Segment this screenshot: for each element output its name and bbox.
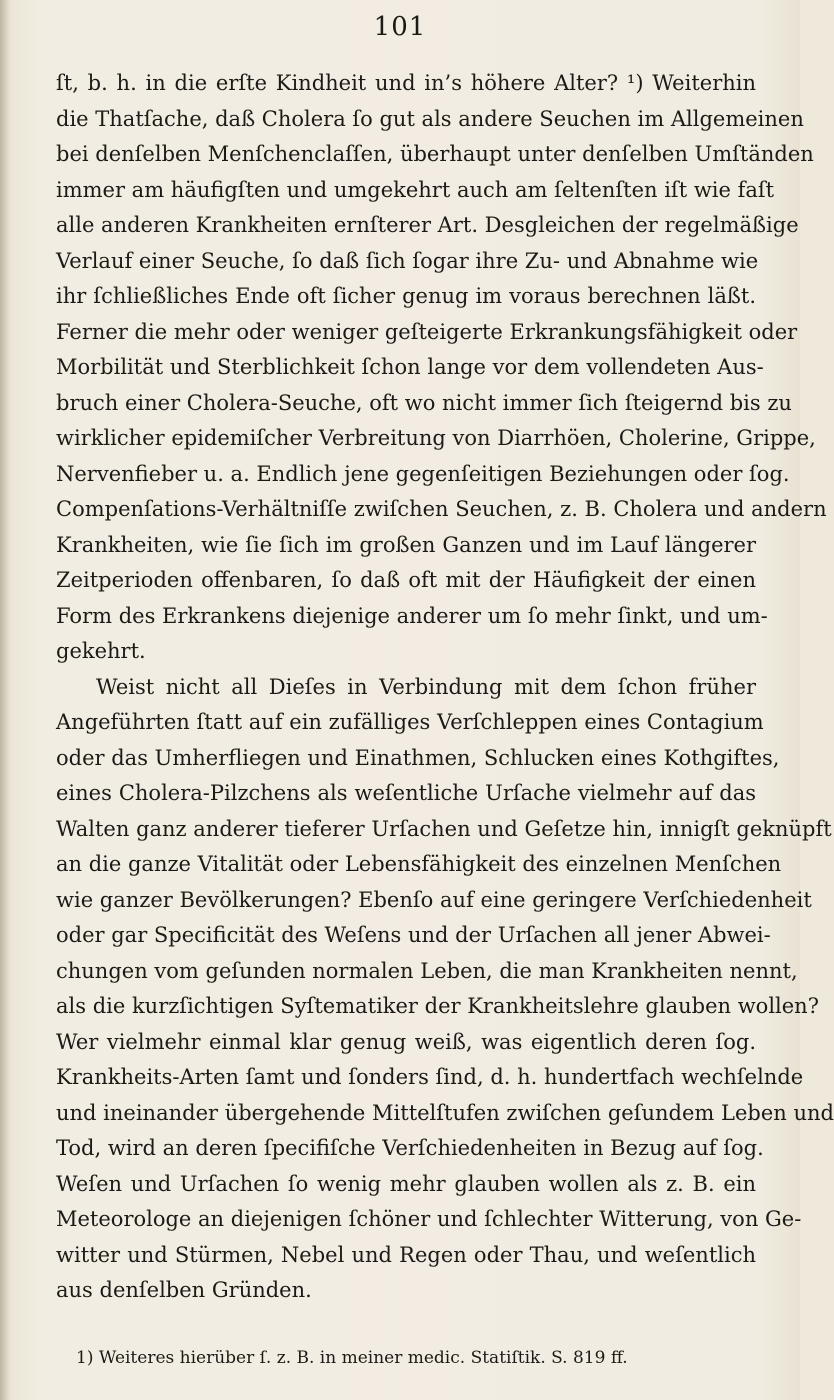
text-line: Krankheiten, wie ſie ſich im großen Ganzen und im Lauf längerer — [56, 532, 756, 557]
text-line: Compenſations-Verhältniſſe zwiſchen Seuchen, z. B. Cholera und andern — [56, 497, 827, 521]
text-line: immer am häufigſten und umgekehrt auch am ſeltenſten iſt wie faſt — [56, 177, 775, 202]
text-line: Walten ganz anderer tieferer Urſachen und Geſetze hin, innigſt geknüpft — [56, 816, 832, 841]
text-line: bruch einer Cholera-Seuche, oft wo nicht immer ſich ſteigernd bis zu — [56, 390, 792, 415]
text-line: wirklicher epidemiſcher Verbreitung von Diarrhöen, Cholerine, Grippe, — [56, 426, 816, 450]
text-line: eines Cholera-Pilzchens als weſentliche Urſache vielmehr auf das — [56, 781, 756, 805]
text-line: bei denſelben Menſchenclaſſen, überhaupt unter denſelben Umſtänden — [56, 142, 814, 166]
text-line: Nervenfieber u. a. Endlich jene gegenſeitigen Beziehungen oder ſog. — [56, 461, 790, 486]
text-line: alle anderen Krankheiten ernſterer Art. Desgleichen der regelmäßige — [56, 213, 799, 237]
text-line: Weſen und Urſachen ſo wenig mehr glauben wollen als z. B. ein — [56, 1171, 756, 1196]
text-line: ihr ſchließliches Ende oft ſicher genug im voraus berechnen läßt. — [56, 284, 756, 308]
text-line: und ineinander übergehende Mittelſtufen zwiſchen geſundem Leben und — [56, 1100, 834, 1125]
gutter-shadow — [0, 0, 10, 1400]
text-line: Morbilität und Sterblichkeit ſchon lange vor dem vollendeten Aus- — [56, 355, 764, 379]
text-line: Tod, wird an deren ſpecifiſche Verſchiedenheiten in Bezug auf ſog. — [56, 1136, 764, 1160]
text-line: gekehrt. — [56, 639, 146, 663]
text-line: Weist nicht all Dieſes in Verbindung mit dem ſchon früher — [96, 674, 756, 699]
text-line: oder gar Specificität des Weſens und der Urſachen all jener Abwei- — [56, 923, 771, 947]
text-line: Krankheits-Arten ſamt und ſonders ſind, d. h. hundertfach wechſelnde — [56, 1065, 804, 1089]
page-number: 101 — [373, 12, 427, 42]
text-line: Verlauf einer Seuche, ſo daß ſich ſogar ihre Zu- und Abnahme wie — [56, 248, 759, 273]
text-line: Ferner die mehr oder weniger geſteigerte Erkrankungsfähigkeit oder — [56, 319, 798, 344]
text-line: oder das Umherfliegen und Einathmen, Schlucken eines Kothgiftes, — [56, 745, 780, 770]
text-line: chungen vom geſunden normalen Leben, die man Krankheiten nennt, — [56, 958, 798, 983]
text-line: Zeitperioden offenbaren, ſo daß oft mit der Häufigkeit der einen — [56, 568, 756, 592]
text-line: Angeführten ſtatt auf ein zufälliges Verſchleppen eines Contagium — [56, 710, 764, 734]
text-line: ſt, b. h. in die erſte Kindheit und in’s höhere Alter? ¹) Weiterhin — [56, 71, 756, 95]
paragraph-1 — [56, 66, 827, 670]
text-line: witter und Stürmen, Nebel und Regen oder Thau, und weſentlich — [56, 1242, 756, 1267]
text-line: als die kurzſichtigen Syſtematiker der Krankheitslehre glauben wollen? — [56, 994, 819, 1018]
text-line: wie ganzer Bevölkerungen? Ebenſo auf eine geringere Verſchiedenheit — [56, 887, 812, 912]
text-line: Meteorologe an diejenigen ſchöner und ſchlechter Witterung, von Ge- — [56, 1207, 802, 1231]
text-line: Form des Erkrankens diejenige anderer um ſo mehr ſinkt, und um- — [56, 603, 768, 628]
body-text — [56, 66, 834, 1309]
text-line: Wer vielmehr einmal klar genug weiß, was eigentlich deren ſog. — [56, 1029, 756, 1054]
paragraph-2 — [56, 670, 834, 1309]
footnote: 1) Weiteres hierüber ſ. z. B. in meiner medic. Statiſtik. S. 819 ff. — [76, 1348, 628, 1368]
text-line: aus denſelben Gründen. — [56, 1278, 312, 1302]
text-line: an die ganze Vitalität oder Lebensfähigkeit des einzelnen Menſchen — [56, 852, 782, 876]
text-line: die Thatſache, daß Cholera ſo gut als andere Seuchen im Allgemeinen — [56, 106, 804, 131]
